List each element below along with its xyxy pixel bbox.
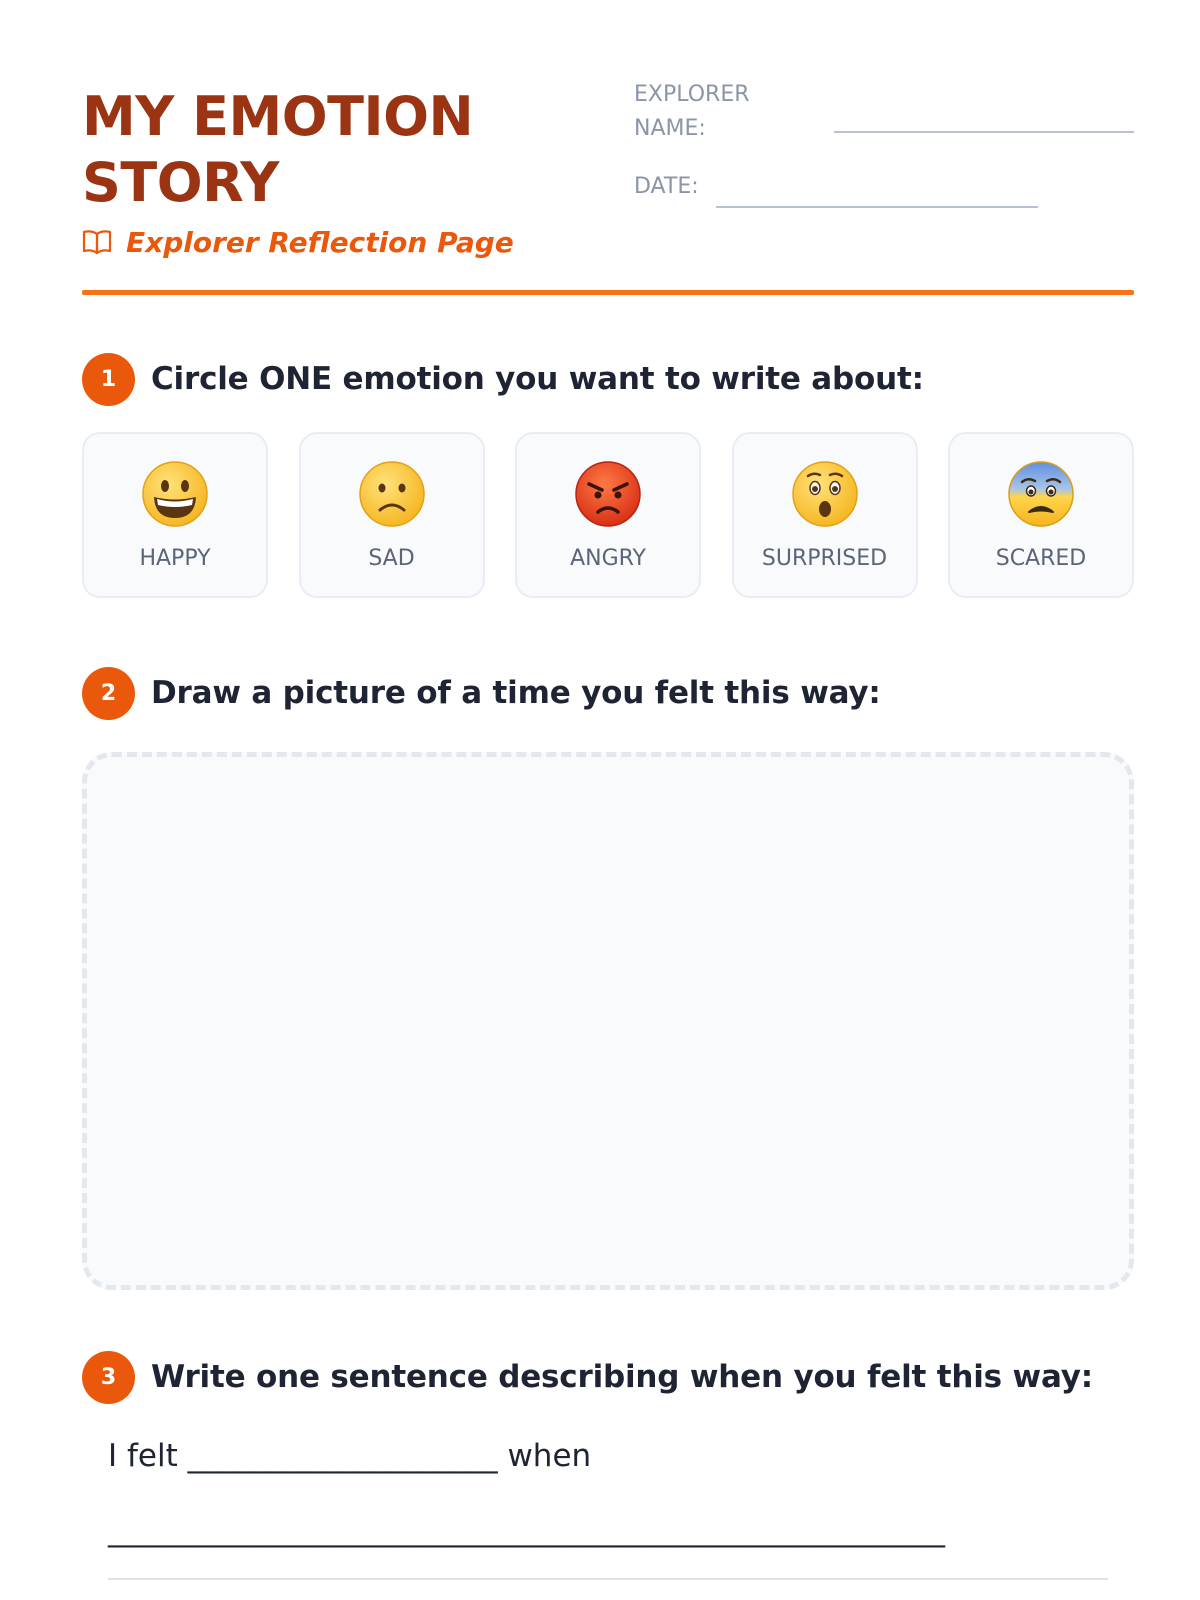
subtitle-text: Explorer Reflection Page xyxy=(126,225,514,259)
step-2-badge: 2 xyxy=(82,667,135,720)
step-3-badge: 3 xyxy=(82,1351,135,1404)
angry-face-icon xyxy=(574,460,642,528)
explorer-name-label xyxy=(634,78,750,146)
book-icon xyxy=(82,229,112,255)
fearful-face-icon xyxy=(1007,460,1075,528)
emotion-choices xyxy=(82,432,1134,602)
emotion-label-angry: ANGRY xyxy=(570,546,646,571)
worksheet-page xyxy=(82,0,1134,1600)
sentence-line-2[interactable]: ______________________________________________________ xyxy=(108,1512,945,1548)
emotion-card-happy[interactable] xyxy=(82,432,268,598)
step-1-badge: 1 xyxy=(82,353,135,406)
step-1-title: Circle ONE emotion you want to write about: xyxy=(151,361,924,397)
sentence-line-1[interactable]: I felt ____________________ when xyxy=(108,1438,592,1474)
step-3-title: Write one sentence describing when you felt this way: xyxy=(151,1359,1093,1395)
surprised-face-icon xyxy=(791,460,859,528)
date-field[interactable] xyxy=(716,206,1038,208)
grinning-face-icon xyxy=(141,460,209,528)
emotion-card-angry[interactable] xyxy=(515,432,701,598)
step-2-title: Draw a picture of a time you felt this way: xyxy=(151,675,881,711)
emotion-label-happy: HAPPY xyxy=(139,546,211,571)
explorer-name-label-line-1: EXPLORER xyxy=(634,82,750,107)
header-divider xyxy=(82,290,1134,295)
emotion-label-surprised: SURPRISED xyxy=(761,546,888,571)
emotion-card-sad[interactable] xyxy=(299,432,485,598)
explorer-name-field[interactable] xyxy=(834,131,1134,133)
explorer-name-label-line-2: NAME: xyxy=(634,116,706,141)
step-3-heading xyxy=(82,1350,1093,1404)
emotion-card-scared[interactable] xyxy=(948,432,1134,598)
emotion-card-surprised[interactable] xyxy=(732,432,918,598)
drawing-area[interactable] xyxy=(82,752,1134,1290)
bottom-rule xyxy=(108,1578,1108,1580)
step-1-heading xyxy=(82,352,924,406)
title-line-2: STORY xyxy=(82,151,279,214)
emotion-label-scared: SCARED xyxy=(995,546,1087,571)
frowning-face-icon xyxy=(358,460,426,528)
subtitle xyxy=(82,222,514,262)
date-label: DATE: xyxy=(634,174,699,199)
emotion-label-sad: SAD xyxy=(368,546,415,571)
title-line-1: MY EMOTION xyxy=(82,85,474,148)
page-title xyxy=(82,84,562,216)
step-2-heading xyxy=(82,666,881,720)
worksheet-header xyxy=(82,76,1134,296)
